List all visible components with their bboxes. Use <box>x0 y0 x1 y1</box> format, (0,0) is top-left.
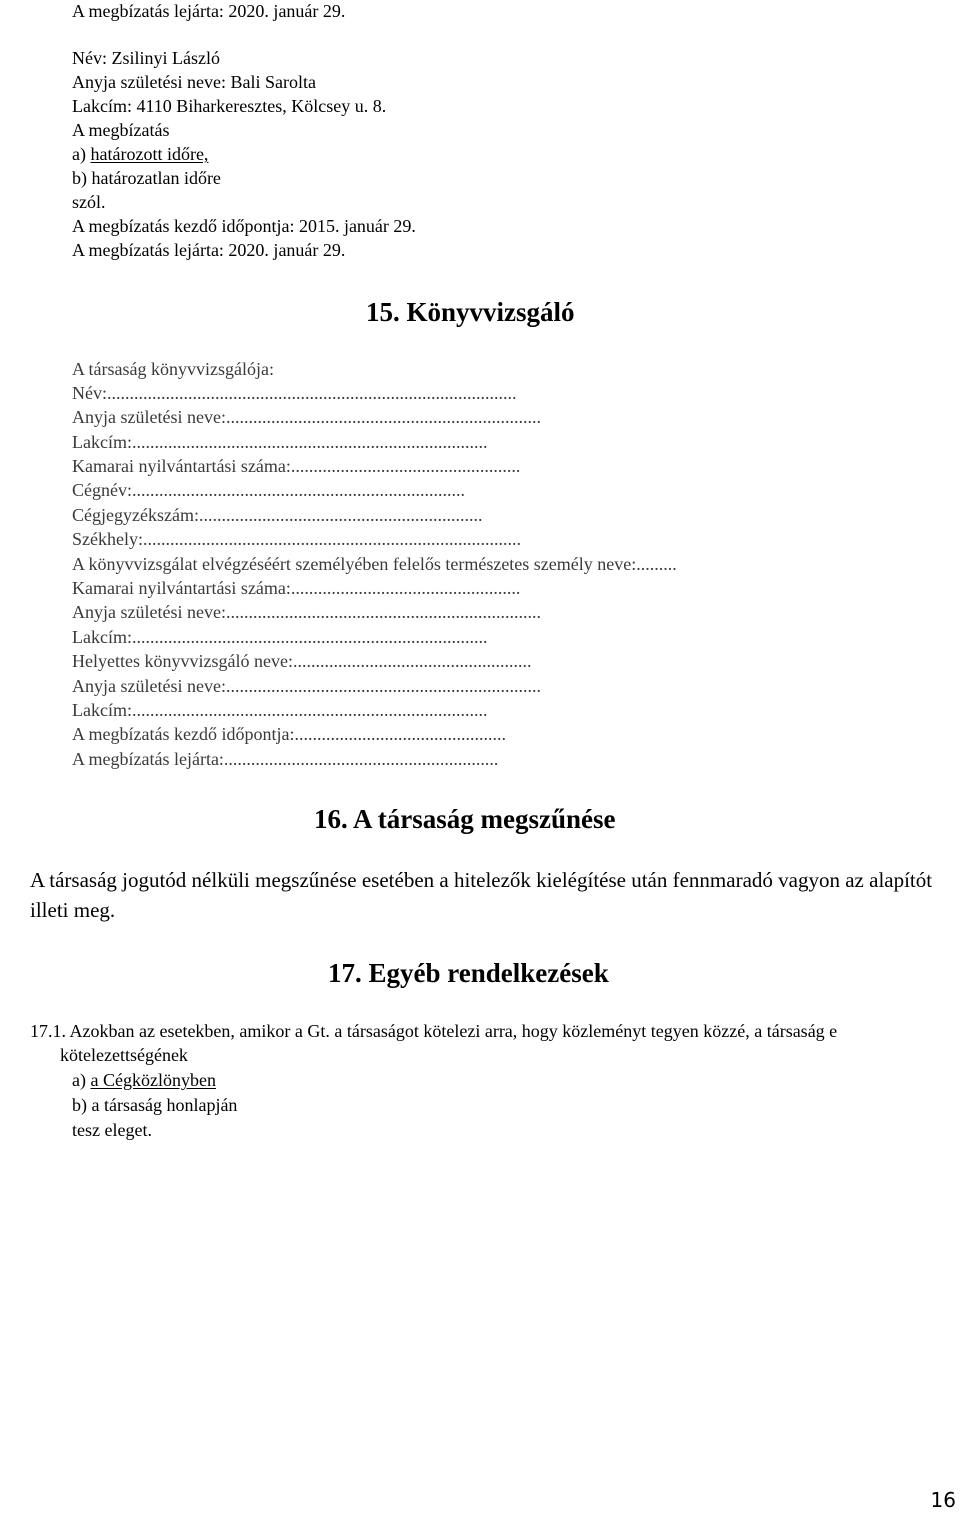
section-17-end: tesz eleget. <box>72 1120 152 1140</box>
section-17-option-b: b) a társaság honlapján <box>72 1095 238 1115</box>
expiry-line-1: A megbízatás lejárta: 2020. január 29. <box>72 1 346 21</box>
name-line: Név: Zsilinyi László <box>72 48 220 68</box>
section-16-text: A társaság jogutód nélküli megszűnése esetében a hitelezők kielégítése után fennmaradó vagyon az alapítót illeti meg. <box>30 868 933 922</box>
auditor-field-15: A megbízatás kezdő időpontja:............................................... <box>72 724 506 744</box>
auditor-field-5: Cégnév:.......................................................................... <box>72 480 465 500</box>
section-17-p1: 17.1. Azokban az esetekben, amikor a Gt. a társaságot kötelezi arra, hogy közleményt tegyen közzé, a társaság e <box>30 1021 838 1041</box>
expiry-line-2: A megbízatás lejárta: 2020. január 29. <box>72 240 346 260</box>
section-15-heading: 15. Könyvvizsgáló <box>366 297 575 327</box>
page-number: 16 <box>930 1488 956 1512</box>
auditor-field-9: Kamarai nyilvántartási száma:................................................... <box>72 578 521 598</box>
auditor-field-8: A könyvvizsgálat elvégzéséért személyében felelős természetes személy neve:......... <box>72 554 677 574</box>
section-17-p2: kötelezettségének <box>60 1045 188 1065</box>
mandate-end-word: szól. <box>72 192 106 212</box>
mandate-option-b: b) határozatlan időre <box>72 168 221 188</box>
auditor-field-14: Lakcím:............................................................................... <box>72 700 488 720</box>
auditor-field-6: Cégjegyzékszám:............................................................... <box>72 505 483 525</box>
section-17-option-a <box>72 1068 216 1092</box>
option-a-prefix: a) <box>72 144 91 164</box>
auditor-field-13: Anyja születési neve:...................................................................... <box>72 676 541 696</box>
section-16-heading: 16. A társaság megszűnése <box>314 804 616 834</box>
auditor-field-0: A társaság könyvvizsgálója: <box>72 359 274 379</box>
section-17-heading: 17. Egyéb rendelkezések <box>328 958 609 988</box>
mother-name-line: Anyja születési neve: Bali Sarolta <box>72 72 316 92</box>
start-date-line: A megbízatás kezdő időpontja: 2015. január 29. <box>72 216 416 236</box>
auditor-field-16: A megbízatás lejárta:............................................................. <box>72 749 499 769</box>
auditor-field-4: Kamarai nyilvántartási száma:................................................... <box>72 456 521 476</box>
auditor-field-11: Lakcím:............................................................................... <box>72 627 488 647</box>
fixed-term-link[interactable]: határozott időre, <box>90 144 209 164</box>
address-line: Lakcím: 4110 Biharkeresztes, Kölcsey u. 8. <box>72 96 387 116</box>
auditor-field-12: Helyettes könyvvizsgáló neve:..................................................... <box>72 651 532 671</box>
auditor-field-10: Anyja születési neve:...................................................................... <box>72 602 541 622</box>
auditor-field-1: Név:........................................................................................... <box>72 383 517 403</box>
mandate-option-a <box>72 143 208 165</box>
auditor-field-3: Lakcím:............................................................................... <box>72 432 488 452</box>
mandate-line: A megbízatás <box>72 120 170 140</box>
option-a-label: a) <box>72 1070 91 1090</box>
cegkozlony-link[interactable]: a Cégközlönyben <box>90 1070 216 1090</box>
auditor-field-7: Székhely:.................................................................................... <box>72 529 521 549</box>
auditor-field-2: Anyja születési neve:...................................................................... <box>72 407 541 427</box>
